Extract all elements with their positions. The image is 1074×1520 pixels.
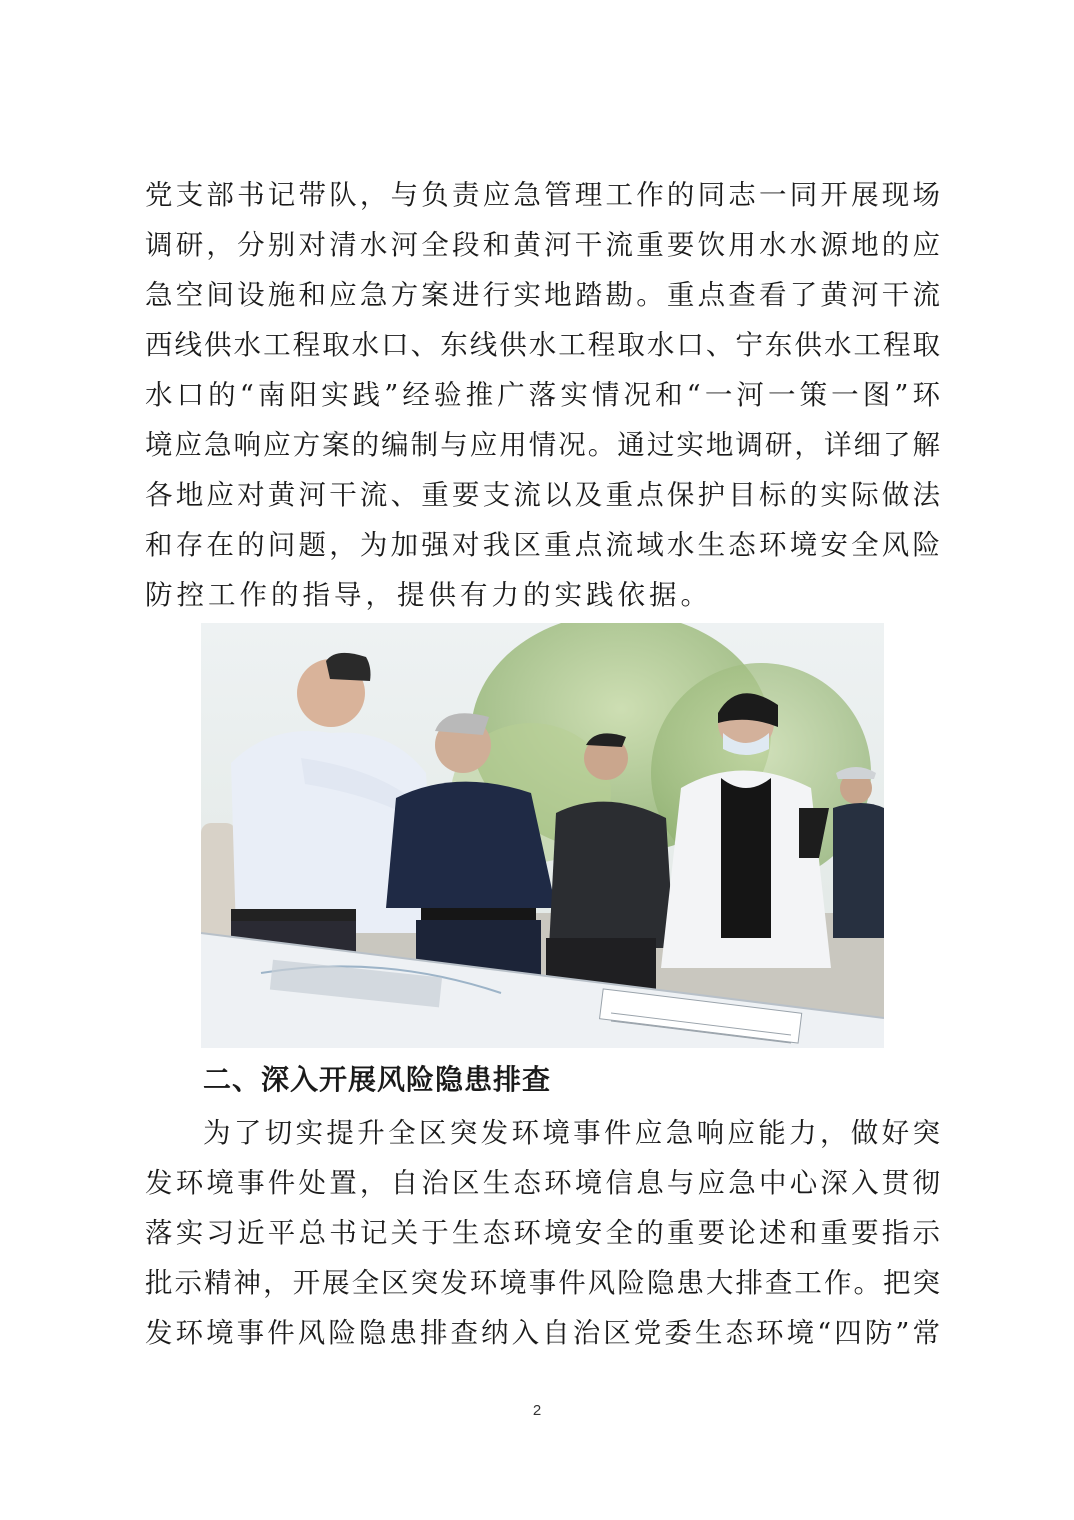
text-line: 各地应对黄河干流、重要支流以及重点保护目标的实际做法 bbox=[145, 479, 940, 511]
text-line: 西线供水工程取水口、东线供水工程取水口、宁东供水工程取 bbox=[145, 329, 940, 361]
text-line: 批示精神，开展全区突发环境事件风险隐患大排查工作。把突 bbox=[145, 1267, 940, 1299]
text-line: 调研，分别对清水河全段和黄河干流重要饮用水水源地的应 bbox=[145, 229, 940, 261]
text-line: 落实习近平总书记关于生态环境安全的重要论述和重要指示 bbox=[145, 1217, 940, 1249]
text-line: 为了切实提升全区突发环境事件应急响应能力，做好突 bbox=[203, 1117, 940, 1149]
text-line: 水口的“南阳实践”经验推广落实情况和“一河一策一图”环 bbox=[145, 379, 940, 411]
text-line: 和存在的问题，为加强对我区重点流域水生态环境安全风险 bbox=[145, 529, 940, 561]
section-heading: 二、深入开展风险隐患排查 bbox=[203, 1063, 552, 1096]
text-line: 发环境事件风险隐患排查纳入自治区党委生态环境“四防”常 bbox=[145, 1317, 940, 1349]
text-line: 发环境事件处置，自治区生态环境信息与应急中心深入贯彻 bbox=[145, 1167, 940, 1199]
page-number: 2 bbox=[532, 1402, 542, 1419]
field-survey-photo bbox=[201, 623, 884, 1048]
text-line: 境应急响应方案的编制与应用情况。通过实地调研，详细了解 bbox=[145, 429, 940, 461]
text-line: 党支部书记带队，与负责应急管理工作的同志一同开展现场 bbox=[145, 179, 940, 211]
text-line: 防控工作的指导，提供有力的实践依据。 bbox=[145, 579, 712, 611]
text-line: 急空间设施和应急方案进行实地踏勘。重点查看了黄河干流 bbox=[145, 279, 940, 311]
